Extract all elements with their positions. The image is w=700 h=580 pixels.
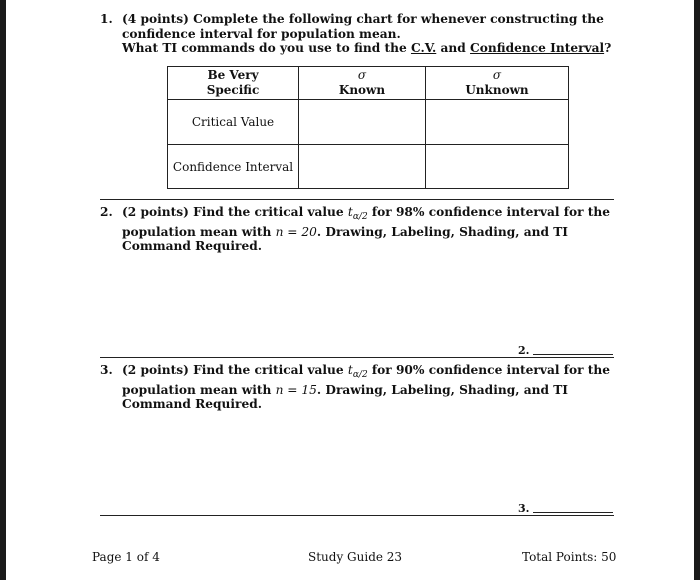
- question-2-tail: . Drawing, Labeling, Shading, and TI Command Required.: [122, 224, 568, 253]
- alpha-half-subscript: α/2: [352, 212, 368, 222]
- chart-row-critical-value: [168, 100, 569, 145]
- cv-underlined: C.V.: [410, 41, 437, 55]
- unknown-label: Unknown: [465, 83, 529, 97]
- footer-title: Study Guide 23: [308, 550, 403, 564]
- section-divider: [100, 357, 614, 358]
- question-3-number: 3.: [100, 363, 113, 377]
- row-label-confidence-interval: Confidence Interval: [168, 145, 299, 189]
- question-3: [100, 363, 614, 412]
- question-2-suffix: for 98% confidence interval for the population mean with: [122, 205, 610, 239]
- t-variable: t: [347, 205, 353, 219]
- cell-confidence-interval-known[interactable]: [299, 145, 426, 189]
- sigma-symbol: σ: [492, 68, 502, 82]
- row-label-critical-value: Critical Value: [168, 100, 299, 145]
- alpha-half-subscript: α/2: [352, 370, 368, 380]
- question-2-number: 2.: [100, 205, 113, 219]
- question-3-suffix: for 90% confidence interval for the population mean with: [122, 363, 610, 397]
- header-be-very-specific: [168, 67, 299, 100]
- known-label: Known: [338, 83, 386, 97]
- and-word: and: [436, 41, 471, 55]
- footer-page-number: Page 1 of 4: [92, 550, 160, 564]
- cell-confidence-interval-unknown[interactable]: [426, 145, 569, 189]
- answer-2-blank[interactable]: [533, 354, 613, 355]
- question-1-number: 1.: [100, 12, 113, 26]
- question-1: [100, 12, 614, 56]
- cell-critical-value-known[interactable]: [299, 100, 426, 145]
- t-variable: t: [347, 363, 353, 377]
- answer-3-label: 3.: [518, 502, 530, 515]
- ci-underlined: Confidence Interval: [470, 41, 605, 55]
- cell-critical-value-unknown[interactable]: [426, 100, 569, 145]
- footer-total-points: Total Points: 50: [522, 550, 617, 564]
- question-3-tail: . Drawing, Labeling, Shading, and TI Command Required.: [122, 382, 568, 411]
- header-sigma-unknown: [426, 67, 569, 100]
- section-divider: [100, 515, 614, 516]
- question-1-text: (4 points) Complete the following chart for whenever constructing the confidence interval for population mean.: [122, 12, 604, 41]
- question-2-prefix: (2 points) Find the critical value: [122, 205, 348, 219]
- sample-size: n = 20: [275, 224, 317, 239]
- header-specific: Specific: [206, 83, 260, 97]
- chart-row-confidence-interval: [168, 145, 569, 189]
- header-be-very: Be Very: [207, 68, 259, 82]
- worksheet-page: [6, 0, 694, 580]
- chart-header-row: [168, 67, 569, 100]
- sigma-symbol: σ: [357, 68, 367, 82]
- question-3-prefix: (2 points) Find the critical value: [122, 363, 348, 377]
- sample-size: n = 15: [275, 382, 317, 397]
- confidence-interval-chart: [167, 66, 569, 189]
- question-2: [100, 205, 614, 254]
- section-divider: [100, 199, 614, 200]
- header-sigma-known: [299, 67, 426, 100]
- question-1-ti-prompt: What TI commands do you use to find the: [122, 41, 411, 55]
- answer-2-label: 2.: [518, 344, 530, 357]
- question-mark: ?: [604, 41, 612, 55]
- answer-3-blank[interactable]: [533, 512, 613, 513]
